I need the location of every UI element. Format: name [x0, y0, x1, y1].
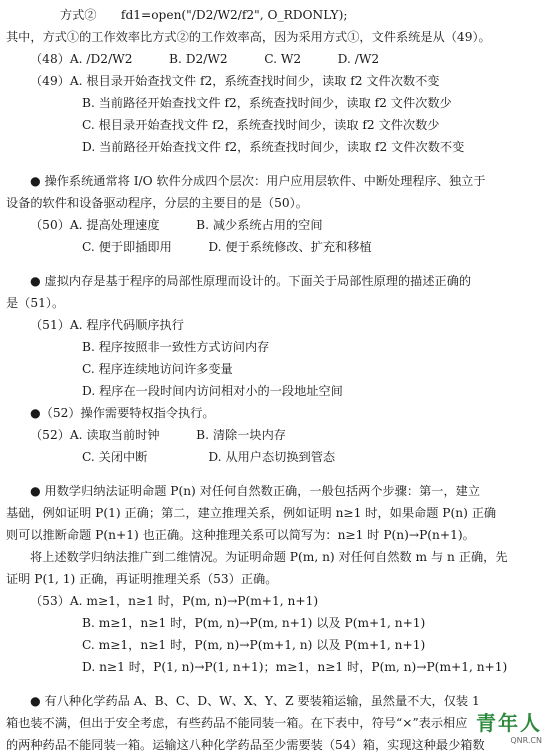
text-line: ● 操作系统通常将 I/O 软件分成四个层次：用户应用层软件、中断处理程序、独立于 — [30, 174, 486, 188]
text-line: （50）A. 提高处理速度 B. 减少系统占用的空间 — [30, 218, 323, 232]
text-line: （48）A. /D2/W2 B. D2/W2 C. W2 D. /W2 — [30, 52, 380, 66]
text-line: D. 程序在一段时间内访问相对小的一段地址空间 — [82, 384, 343, 398]
text-line: C. 便于即插即用 D. 便于系统修改、扩充和移植 — [82, 240, 372, 254]
text-line: 设备的软件和设备驱动程序，分层的主要目的是（50）。 — [6, 196, 308, 210]
text-line: 基础，例如证明 P(1) 正确；第二，建立推理关系，例如证明 n≥1 时，如果命题 P(n) 正确 — [6, 506, 497, 520]
watermark-title: 青年人 — [476, 711, 542, 735]
text-line: ●（52）操作需要特权指令执行。 — [30, 406, 215, 420]
text-line: 是（51）。 — [6, 296, 65, 310]
text-line: 则可以推断命题 P(n+1) 也正确。这种推理关系可以简写为：n≥1 时 P(n)→P(n+1)。 — [6, 528, 475, 542]
text-line: （49）A. 根目录开始查找文件 f2，系统查找时间少，读取 f2 文件次数不变 — [30, 74, 440, 88]
watermark-sub: QNR.CN — [510, 736, 542, 745]
text-line: D. 当前路径开始查找文件 f2，系统查找时间少，读取 f2 文件次数不变 — [82, 140, 465, 154]
text-line: ● 用数学归纳法证明命题 P(n) 对任何自然数正确，一般包括两个步骤：第一，建立 — [30, 484, 481, 498]
text-line: C. 根目录开始查找文件 f2，系统查找时间少，读取 f2 文件次数少 — [82, 118, 440, 132]
text-line: D. n≥1 时，P(1, n)→P(1, n+1)；m≥1，n≥1 时，P(m, n)→P(m+1, n+1) — [82, 660, 508, 674]
text-line: ● 虚拟内存是基于程序的局部性原理而设计的。下面关于局部性原理的描述正确的 — [30, 274, 472, 288]
text-line: C. 关闭中断 D. 从用户态切换到管态 — [82, 450, 336, 464]
text-line: （52）A. 读取当前时钟 B. 清除一块内存 — [30, 428, 286, 442]
text-line: C. m≥1，n≥1 时，P(m, n)→P(m+1, n) 以及 P(m+1, n+1) — [82, 638, 426, 652]
text-line: 证明 P(1, 1) 正确，再证明推理关系（53）正确。 — [6, 572, 278, 586]
text-line: （51）A. 程序代码顺序执行 — [30, 318, 184, 332]
text-line: ● 有八种化学药品 A、B、C、D、W、X、Y、Z 要装箱运输，虽然量不大，仅装 1 — [30, 694, 480, 708]
text-line: C. 程序连续地访问许多变量 — [82, 362, 233, 376]
text-line: （53）A. m≥1，n≥1 时，P(m, n)→P(m+1, n+1) — [30, 594, 319, 608]
text-line: B. m≥1，n≥1 时，P(m, n)→P(m, n+1) 以及 P(m+1, n+1) — [82, 616, 426, 630]
text-line: B. 程序按照非一致性方式访问内存 — [82, 340, 270, 354]
text-line: 方式② fd1=open("/D2/W2/f2", O_RDONLY); — [60, 8, 348, 22]
text-line: 其中，方式①的工作效率比方式②的工作效率高，因为采用方式①，文件系统是从（49）。 — [6, 30, 491, 44]
text-line: 箱也装不满，但出于安全考虑，有些药品不能同装一箱。在下表中，符号“×”表示相应 — [6, 716, 468, 730]
watermark-logo — [476, 707, 542, 745]
text-line: 将上述数学归纳法推广到二维情况。为证明命题 P(m, n) 对任何自然数 m 与 n 正确，先 — [30, 550, 508, 564]
text-line: 的两种药品不能同装一箱。运输这八种化学药品至少需要装（54）箱，实现这种最少箱数 — [6, 738, 485, 752]
text-line: B. 当前路径开始查找文件 f2，系统查找时间少，读取 f2 文件次数少 — [82, 96, 452, 110]
